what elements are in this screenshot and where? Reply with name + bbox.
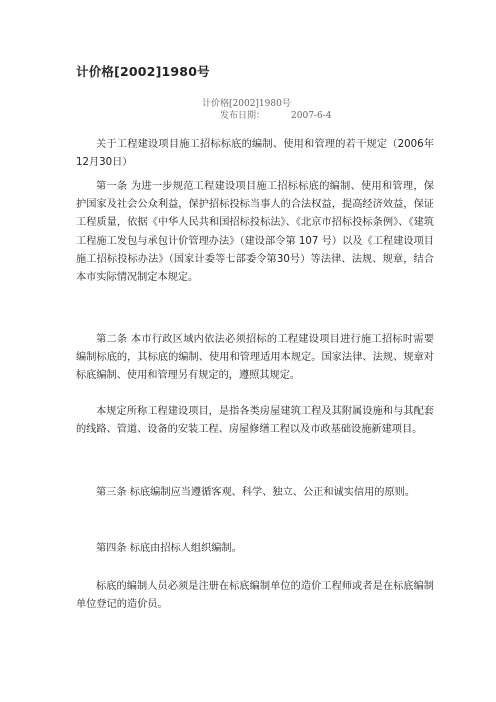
article-2: 第二条 本市行政区域内依法必须招标的工程建设项目进行施工招标时需要编制标底的，其标底的编制、使用和管理适用本规定。国家法律、法规、规章对标底编制、使用和管理另有规定的，遵照其规定。	[76, 334, 434, 382]
document-title: 计价格[2002]1980号	[76, 64, 210, 79]
document-number: 计价格[2002]1980号	[202, 99, 291, 109]
article-2-paragraph: 本规定所称工程建设项目，是指各类房屋建筑工程及其附属设施和与其配套的线路、管道、设备的安装工程、房屋修缮工程以及市政基础设施新建项目。	[76, 406, 434, 436]
publish-date-row	[202, 108, 331, 121]
article-4: 第四条 标底由招标人组织编制。	[96, 543, 242, 554]
publish-date-value: 2007-6-4	[291, 111, 332, 121]
publish-date-label: 发布日期：	[220, 111, 266, 121]
regulation-title: 关于工程建设项目施工招标标底的编制、使用和管理的若干规定（2006年12月30日）	[76, 139, 434, 169]
article-1: 第一条 为进一步规范工程建设项目施工招标标底的编制、使用和管理，保护国家及社会公众利益，保护招标投标当事人的合法权益，提高经济效益，保证工程质量，依据《中华人民共和国招标投标法》、《北京市招标投标条例》、《建筑工程施工发包与承包计价管理办法》（建设部令第 107 号）以及《工程建设项目施工招标投标办法》（国家计委等七部委令第30号）等法律、法规、规章，结合本市实际情况制定本规定。	[76, 181, 434, 284]
article-4-paragraph: 标底的编制人员必须是注册在标底编制单位的造价工程师或者是在标底编制单位登记的造价员。	[76, 581, 434, 611]
article-3: 第三条 标底编制应当遵循客观、科学、独立、公正和诚实信用的原则。	[96, 487, 416, 498]
